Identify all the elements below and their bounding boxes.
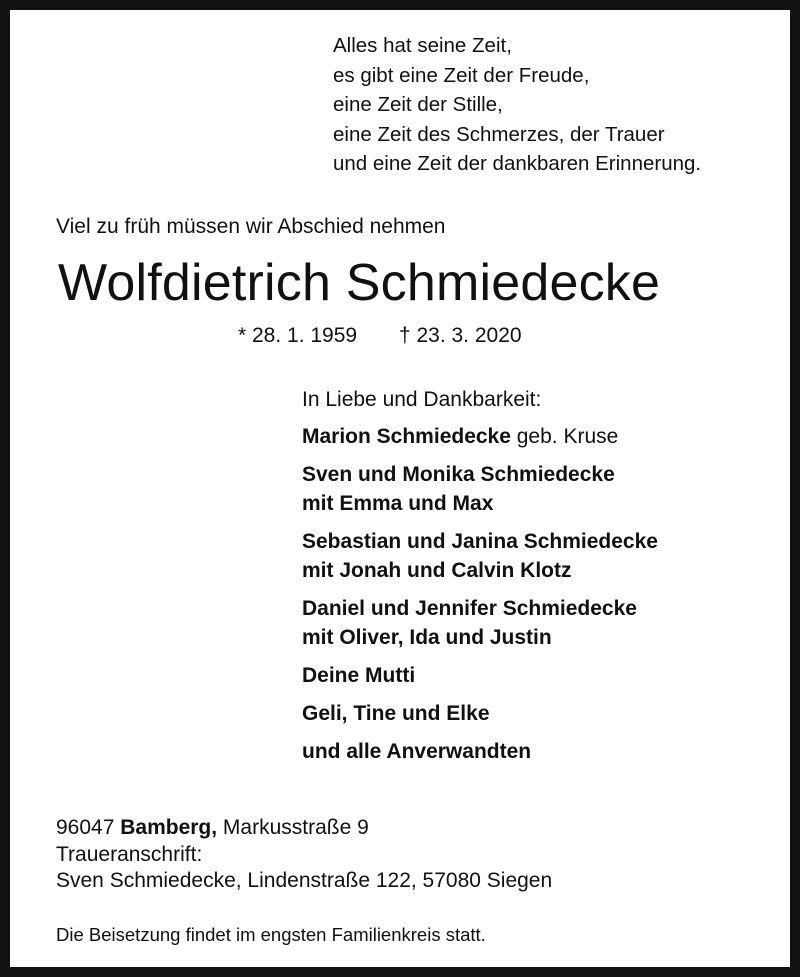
mourner-line: Geli, Tine und Elke	[302, 702, 490, 725]
mourner-line: Deine Mutti	[302, 664, 416, 687]
mourner-line: mit Jonah und Calvin Klotz	[302, 559, 572, 582]
mourner-group	[302, 422, 658, 451]
funeral-note: Die Beisetzung findet im engsten Familienkreis statt.	[56, 924, 486, 945]
poem-line: eine Zeit der Stille,	[333, 93, 503, 116]
mourners-caption: In Liebe und Dankbarkeit:	[302, 388, 542, 411]
mourning-address-label: Traueranschrift:	[56, 842, 203, 866]
mourner-line: Sven und Monika Schmiedecke	[302, 463, 615, 486]
mourner-group	[302, 594, 658, 652]
street: Markusstraße 9	[217, 816, 369, 839]
mourner-line: und alle Anverwandten	[302, 740, 532, 763]
mourner-line: Sebastian und Janina Schmiedecke	[302, 530, 658, 553]
mourner-group	[302, 661, 658, 690]
poem-line: es gibt eine Zeit der Freude,	[333, 63, 590, 87]
life-dates	[238, 324, 522, 348]
poem-line: Alles hat seine Zeit,	[333, 34, 512, 57]
mourners-list	[302, 388, 658, 775]
spouse-name: Marion Schmiedecke	[302, 425, 511, 448]
residence-address	[56, 815, 552, 842]
city: Bamberg,	[120, 816, 218, 839]
poem-line: und eine Zeit der dankbaren Erinnerung.	[333, 152, 702, 175]
spouse-maiden-name: geb. Kruse	[510, 425, 619, 448]
address-block	[56, 815, 552, 895]
intro-text: Viel zu früh müssen wir Abschied nehmen	[56, 215, 446, 238]
deceased-name: Wolfdietrich Schmiedecke	[58, 254, 661, 312]
mourner-group	[302, 460, 658, 518]
mourner-group	[302, 737, 658, 766]
mourning-address: Sven Schmiedecke, Lindenstraße 122, 57080 Siegen	[56, 869, 553, 892]
poem-line: eine Zeit des Schmerzes, der Trauer	[333, 122, 665, 146]
mourner-line	[302, 422, 658, 451]
death-date: † 23. 3. 2020	[398, 324, 522, 347]
mourner-line: mit Emma und Max	[302, 492, 494, 515]
mourner-line: mit Oliver, Ida und Justin	[302, 626, 552, 649]
mourner-group	[302, 699, 658, 728]
birth-date: * 28. 1. 1959	[238, 324, 358, 347]
mourner-line: Daniel und Jennifer Schmiedecke	[302, 597, 637, 620]
poem	[333, 31, 701, 179]
postal-code: 96047	[56, 816, 121, 839]
mourner-group	[302, 527, 658, 585]
